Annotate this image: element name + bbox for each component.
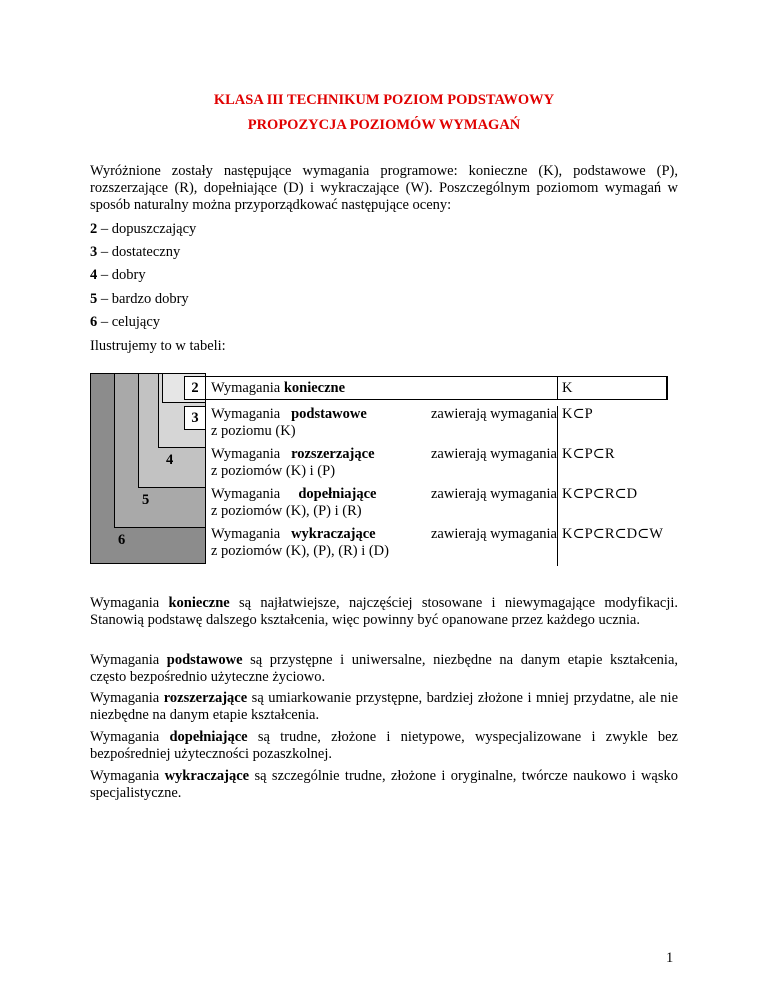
level-4-label: 4 [166, 452, 174, 468]
row-keyword: rozszerzające [291, 446, 375, 462]
desc-text: są szczególnie trudne, złożone i oryginalne, twórcze naukowo i wąsko specjalistyczne. [90, 768, 679, 801]
row-symbol: K⊂P [557, 406, 593, 446]
grade-item [90, 244, 180, 261]
intro-paragraph: Wyróżnione zostały następujące wymagania programowe: konieczne (K), podstawowe (P), rozszerzające (R), dopełniające (D) i wykraczające (W). Poszczególnym poziomom wymagań w sposób naturalny można przyporządkować następujące oceny: [90, 163, 678, 213]
desc-text: są umiarkowanie przystępne, bardziej złożone i mniej przydatne, ale nie niezbędne na danym etapie kształcenia. [90, 690, 678, 723]
page-subtitle: PROPOZYCJA POZIOMÓW WYMAGAŃ [247, 117, 521, 133]
desc-text: Wymagania [90, 690, 160, 706]
row-text: z poziomów (K), (P), (R) i (D) [211, 543, 389, 559]
grade-item [90, 221, 196, 238]
description-paragraph [90, 690, 678, 724]
desc-keyword: wykraczające [164, 768, 250, 784]
level-6-label: 6 [118, 532, 126, 548]
row-symbol: K [557, 377, 572, 399]
grade-name: – dostateczny [100, 244, 181, 260]
row-symbol: K⊂P⊂R [557, 446, 615, 486]
desc-keyword: podstawowe [166, 652, 243, 668]
row-description [211, 526, 557, 560]
grade-item [90, 267, 146, 284]
desc-keyword: dopełniające [169, 729, 248, 745]
row-text: Wymagania [211, 406, 281, 422]
desc-text: są najłatwiejsze, najczęściej stosowane i niewymagające modyfikacji. Stanowią podstawę dalszego kształcenia, więc powinny być opanowane przez każdego ucznia. [90, 595, 679, 628]
desc-keyword: rozszerzające [163, 690, 248, 706]
page-number: 1 [666, 950, 674, 966]
grade-number: 3 [90, 244, 98, 260]
row-text: z poziomów (K), (P) i (R) [211, 503, 362, 519]
grade-name: – dopuszczający [100, 221, 197, 237]
row-text: z poziomów (K) i (P) [211, 463, 336, 479]
grade-number: 4 [90, 267, 98, 283]
row-description [211, 486, 557, 520]
row-text: z poziomu (K) [211, 423, 296, 439]
grade-name: – celujący [100, 314, 161, 330]
grade-number: 6 [90, 314, 98, 330]
row-keyword: konieczne [283, 380, 346, 396]
row-keyword: dopełniające [298, 486, 377, 502]
row-text: zawierają wymagania [431, 486, 557, 502]
grade-item [90, 314, 160, 331]
desc-keyword: konieczne [168, 595, 230, 611]
table-row [206, 486, 668, 526]
desc-text: są trudne, złożone i nietypowe, wyspecjalizowane i zwykle bez bezpośredniej użyteczności pozaszkolnej. [90, 729, 678, 762]
row-symbol: K⊂P⊂R⊂D [557, 486, 637, 526]
level-3-label: 3 [184, 406, 206, 430]
grade-number: 2 [90, 221, 98, 237]
table-row [206, 526, 668, 566]
desc-text: Wymagania [90, 652, 160, 668]
grade-item [90, 291, 189, 308]
grade-name: – dobry [100, 267, 146, 283]
level-5-label: 5 [142, 492, 150, 508]
row-text: Wymagania [211, 446, 281, 462]
table-row [206, 376, 668, 400]
description-paragraph [90, 768, 678, 802]
desc-text: są przystępne i uniwersalne, niezbędne na danym etapie kształcenia, często bezpośrednio użyteczne życiowo. [90, 652, 679, 685]
description-paragraph [90, 652, 678, 686]
grade-number: 5 [90, 291, 98, 307]
row-keyword: podstawowe [291, 406, 367, 422]
row-symbol: K⊂P⊂R⊂D⊂W [557, 526, 663, 566]
illustrate-text: Ilustrujemy to w tabeli: [90, 338, 226, 354]
row-text: zawierają wymagania [431, 446, 557, 462]
row-text: zawierają wymagania [431, 526, 557, 542]
desc-text: Wymagania [90, 768, 160, 784]
grade-name: – bardzo dobry [100, 291, 189, 307]
row-text: Wymagania [211, 486, 281, 502]
row-description [211, 406, 557, 440]
level-2-label: 2 [184, 376, 206, 400]
row-text: Wymagania [211, 526, 281, 542]
row-description [211, 380, 557, 397]
requirements-table [90, 373, 668, 564]
description-paragraph [90, 595, 678, 629]
table-row [206, 446, 668, 486]
row-text: zawierają wymagania [431, 406, 557, 422]
row-description [211, 446, 557, 480]
row-keyword: wykraczające [291, 526, 376, 542]
desc-text: Wymagania [90, 595, 160, 611]
description-paragraph [90, 729, 678, 763]
row-text: Wymagania [211, 380, 281, 396]
page-title: KLASA III TECHNIKUM POZIOM PODSTAWOWY [213, 92, 555, 108]
table-row [206, 406, 668, 446]
desc-text: Wymagania [90, 729, 160, 745]
